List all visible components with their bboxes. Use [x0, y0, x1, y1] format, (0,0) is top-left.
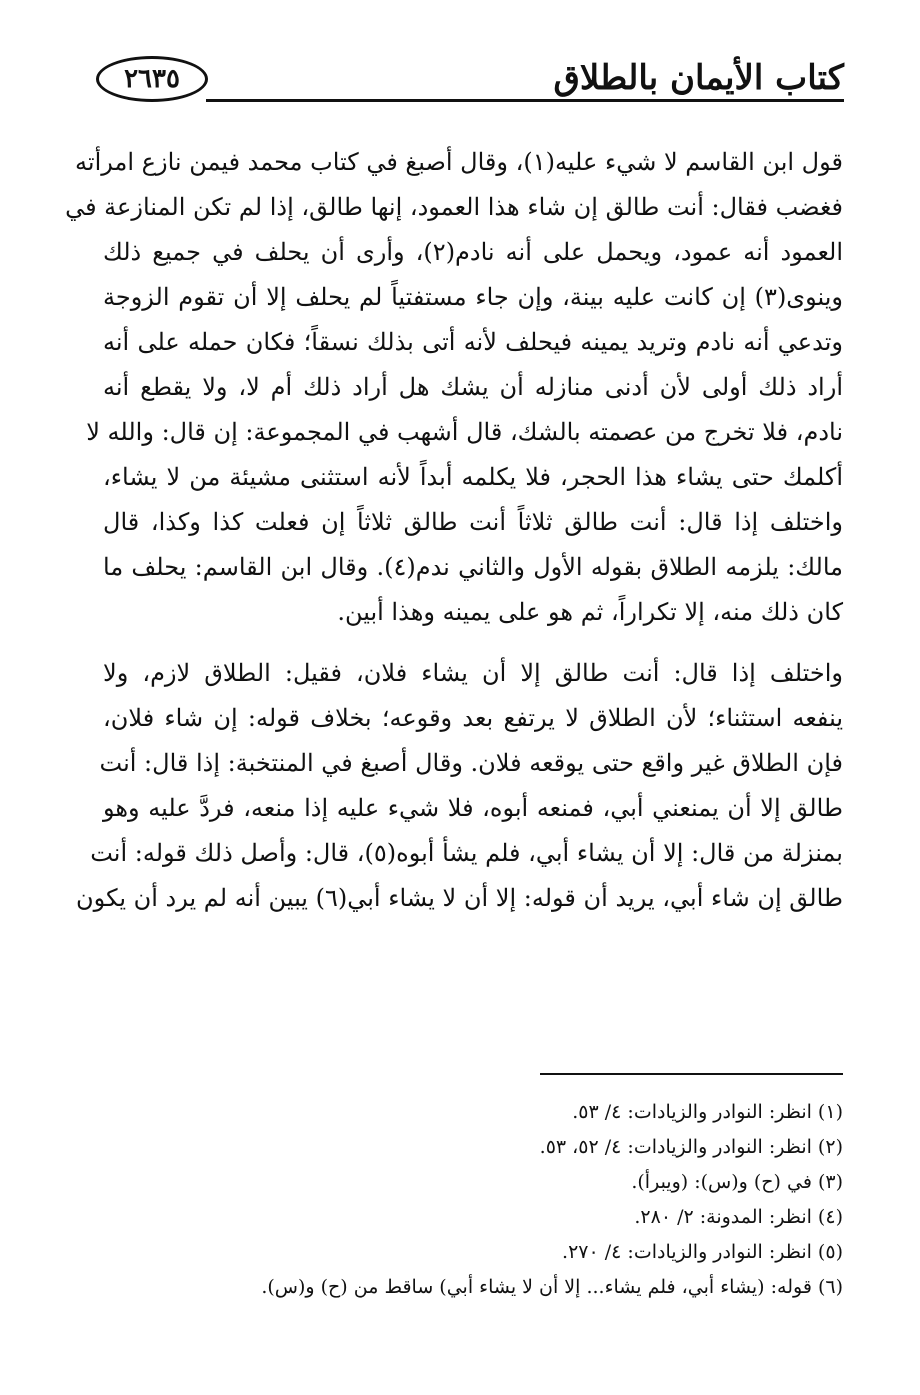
text-line: أراد ذلك أولى لأن أدنى منازله أن يشك هل أراد ذلك أم لا، ولا يقطع أنه — [103, 373, 843, 401]
text-line: نادم، فلا تخرج من عصمته بالشك، قال أشهب في المجموعة: إن قال: والله لا — [86, 418, 843, 446]
paragraph-2 — [76, 651, 843, 921]
footnote-item: (٥) انظر: النوادر والزيادات: ٤/ ٢٧٠. — [562, 1241, 843, 1263]
text-line: واختلف إذا قال: أنت طالق إلا أن يشاء فلان، فقيل: الطلاق لازم، ولا — [103, 659, 843, 687]
main-text — [65, 140, 844, 921]
text-line: مالك: يلزمه الطلاق بقوله الأول والثاني ندم(٤). وقال ابن القاسم: يحلف ما — [103, 553, 844, 581]
text-line: طالق إلا أن يمنعني أبي، فمنعه أبوه، فلا شيء عليه إذا منعه، فردَّ عليه وهو — [103, 794, 843, 822]
text-line: ينفعه استثناء؛ لأن الطلاق لا يرتفع بعد وقوعه؛ بخلاف قوله: إن شاء فلان، — [103, 704, 843, 732]
paragraph-1 — [65, 140, 844, 635]
paragraph-gap — [103, 635, 843, 651]
header-rule — [206, 99, 844, 102]
text-line: العمود أنه عمود، ويحمل على أنه نادم(٢)، وأرى أن يحلف في جميع ذلك — [103, 238, 844, 266]
text-line: فإن الطلاق غير واقع حتى يوقعه فلان. وقال أصبغ في المنتخبة: إذا قال: أنت — [99, 749, 843, 777]
footnote-item: (٢) انظر: النوادر والزيادات: ٤/ ٥٢، ٥٣. — [539, 1136, 843, 1158]
page-number: ٢٦٣٥ — [96, 56, 208, 102]
footnote-item: (٤) انظر: المدونة: ٢/ ٢٨٠. — [634, 1206, 843, 1228]
footnotes — [143, 1095, 843, 1305]
footnote-separator — [540, 1073, 843, 1075]
text-line: وينوى(٣) إن كانت عليه بينة، وإن جاء مستفتياً لم يحلف إلا أن تقوم الزوجة — [103, 283, 843, 311]
footnote-item: (٣) في (ح) و(س): (ويبرأ). — [631, 1171, 843, 1193]
text-line: أكلمك حتى يشاء هذا الحجر، فلا يكلمه أبداً لأنه استثنى مشيئة من لا يشاء، — [103, 463, 844, 491]
book-title: كتاب الأيمان بالطلاق — [553, 58, 844, 98]
text-line: قول ابن القاسم لا شيء عليه(١)، وقال أصبغ في كتاب محمد فيمن نازع امرأته — [75, 148, 843, 176]
text-line: كان ذلك منه، إلا تكراراً، ثم هو على يمينه وهذا أبين. — [337, 598, 843, 626]
text-line: فغضب فقال: أنت طالق إن شاء هذا العمود، إنها طالق، إذا لم تكن المنازعة في — [65, 193, 843, 221]
text-line: واختلف إذا قال: أنت طالق ثلاثاً أنت طالق ثلاثاً إن فعلت كذا وكذا، قال — [103, 508, 843, 536]
text-line: بمنزلة من قال: إلا أن يشاء أبي، فلم يشأ أبوه(٥)، قال: وأصل ذلك قوله: أنت — [90, 839, 843, 867]
footnote-item: (٦) قوله: (يشاء أبي، فلم يشاء... إلا أن لا يشاء أبي) ساقط من (ح) و(س). — [261, 1276, 843, 1298]
text-line: طالق إن شاء أبي، يريد أن قوله: إلا أن لا يشاء أبي(٦) يبين أنه لم يرد أن يكون — [76, 884, 843, 912]
page-header — [96, 56, 844, 106]
text-line: وتدعي أنه نادم وتريد يمينه فيحلف لأنه أتى بذلك نسقاً؛ فكان حمله على أنه — [103, 328, 843, 356]
footnote-item: (١) انظر: النوادر والزيادات: ٤/ ٥٣. — [572, 1101, 843, 1123]
